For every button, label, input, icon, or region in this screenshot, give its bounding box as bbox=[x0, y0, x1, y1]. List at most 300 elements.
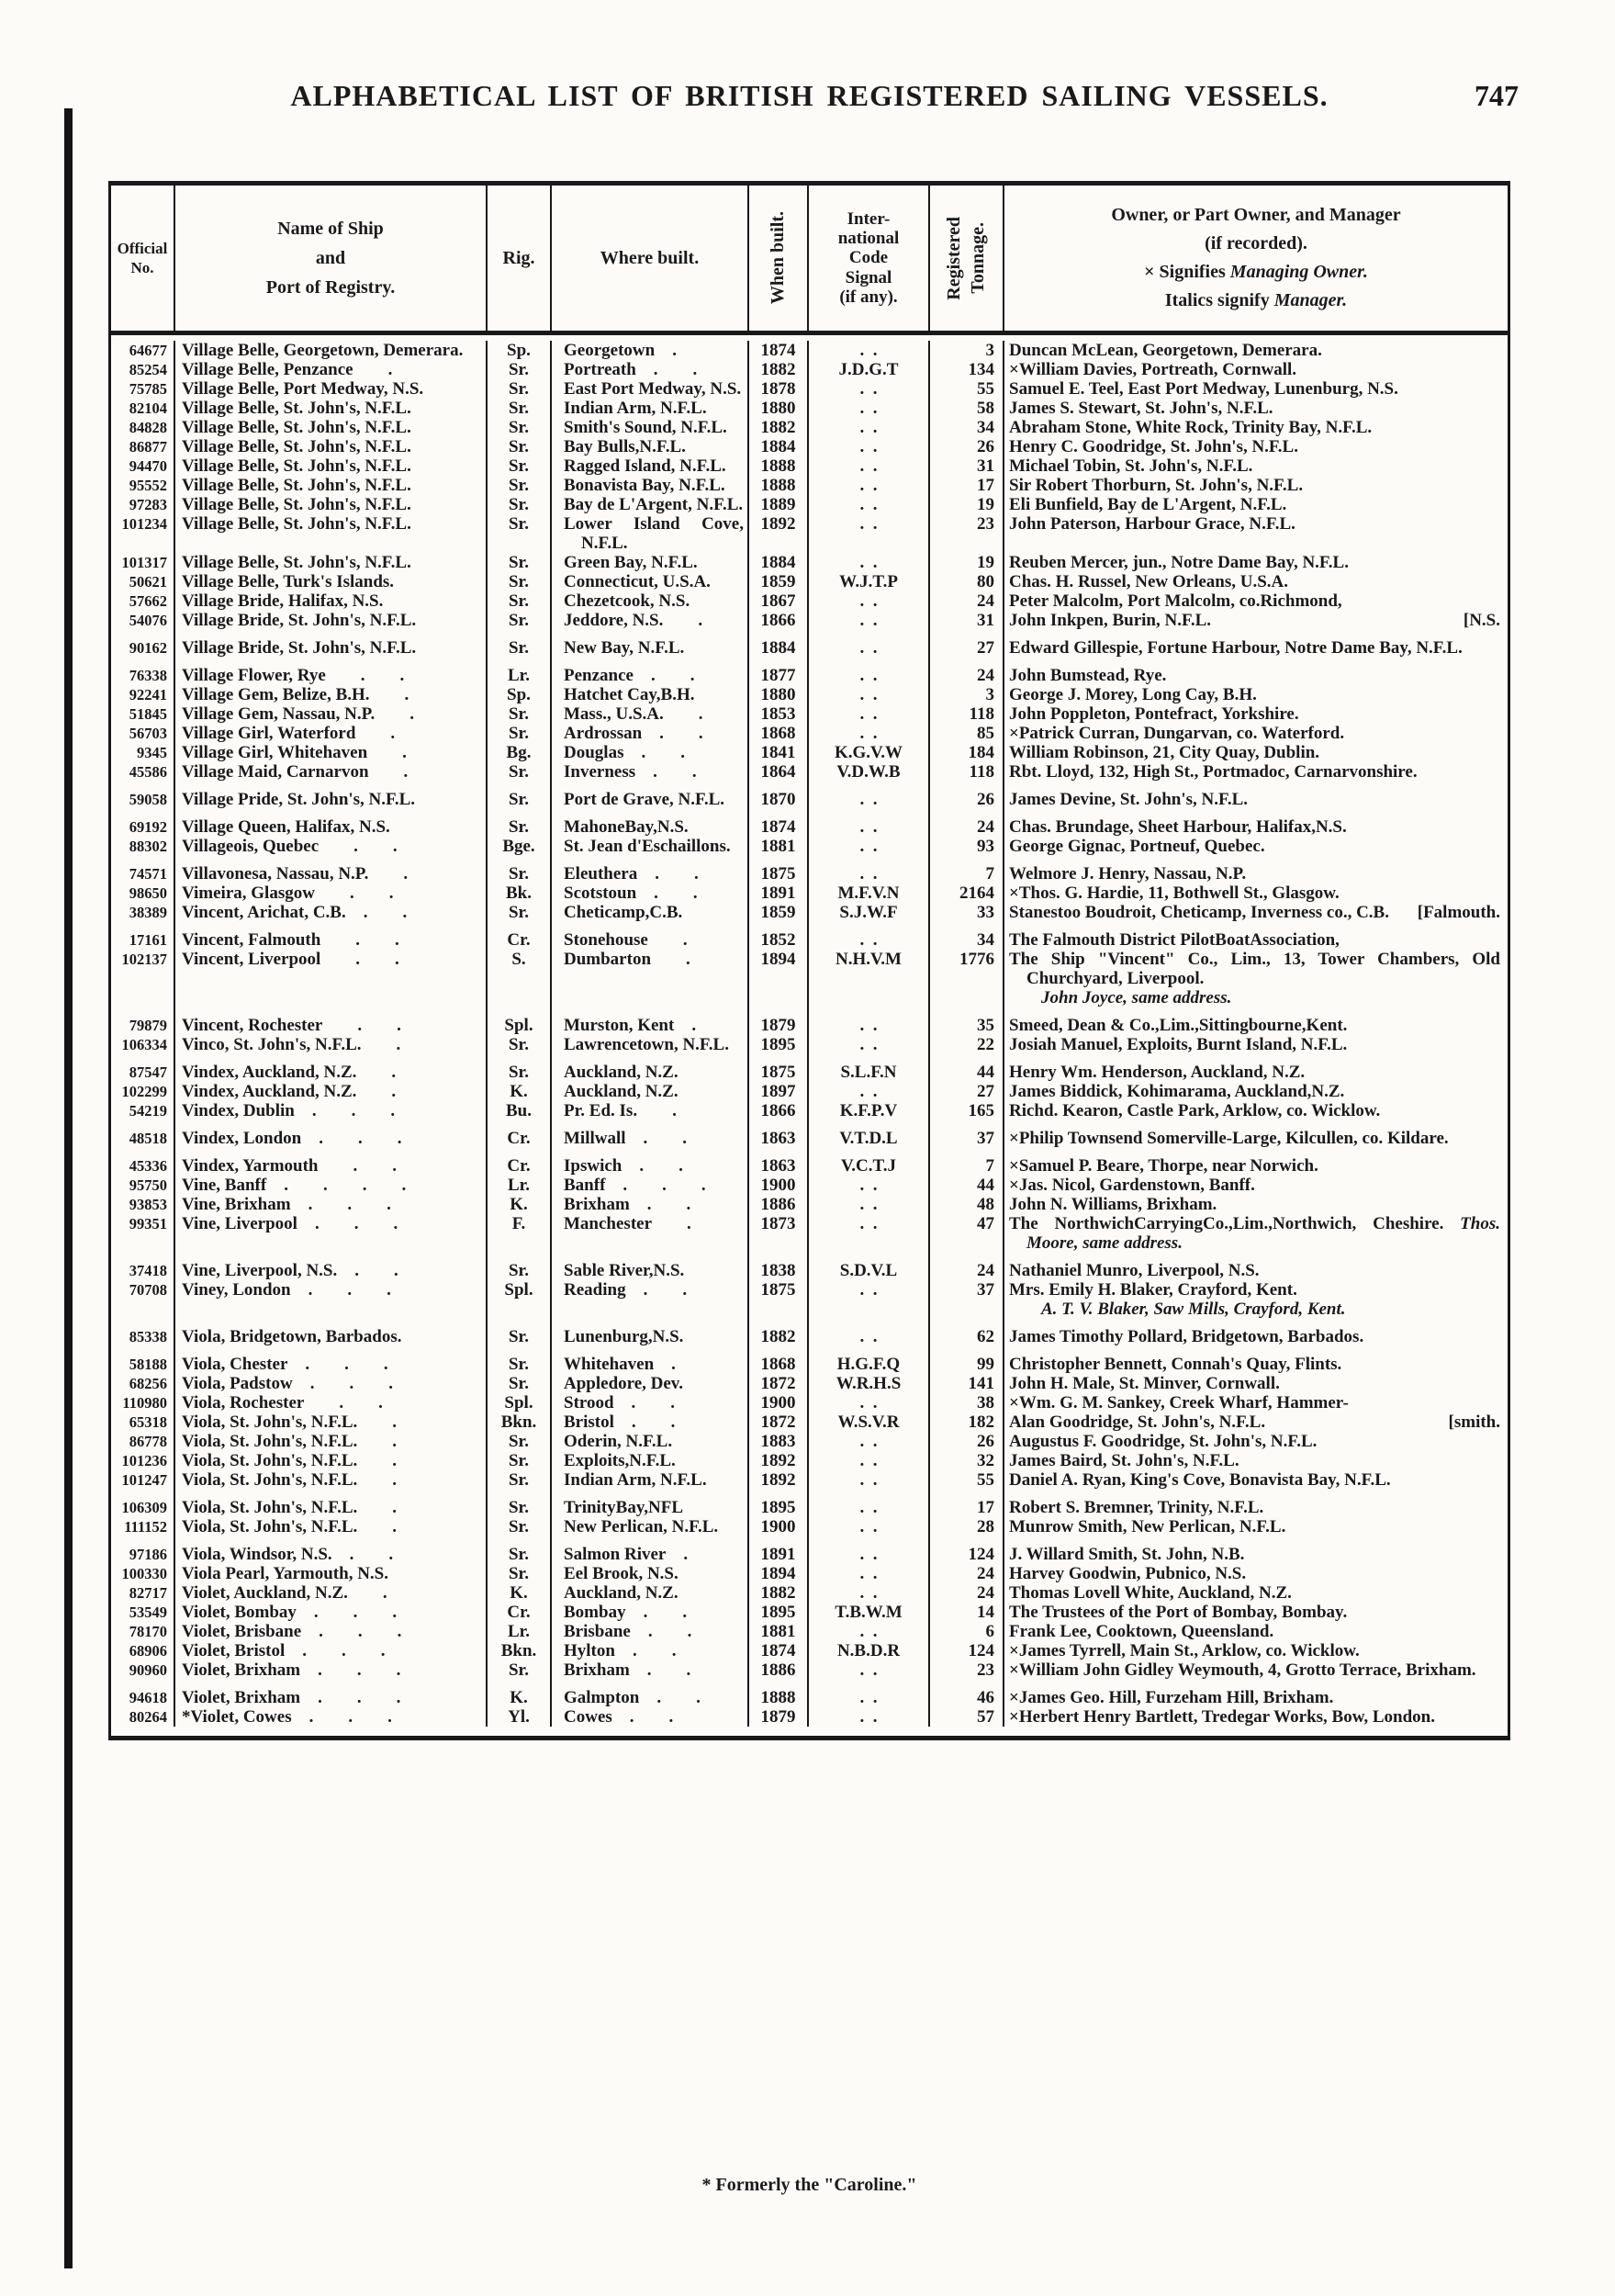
cell-owner bbox=[1004, 514, 1508, 553]
cell-where-built: Dumbarton . bbox=[552, 950, 749, 1007]
owner-text: The Trustees of the Port of Bombay, Bombay. bbox=[1009, 1603, 1348, 1622]
table-row bbox=[111, 743, 1508, 762]
owner-text: Henry C. Goodridge, St. John's, N.F.L. bbox=[1009, 437, 1298, 456]
cell-rig: F. bbox=[488, 1214, 552, 1253]
cell-owner bbox=[1004, 658, 1508, 685]
cell-where-built: Douglas . . bbox=[552, 743, 749, 762]
table-header-row bbox=[111, 186, 1508, 335]
cell-ship-name-and-port: Viola, Chester . . . bbox=[175, 1346, 488, 1374]
table-row bbox=[111, 1564, 1508, 1583]
cell-rig: Sr. bbox=[488, 1374, 552, 1393]
table-row bbox=[111, 630, 1508, 658]
cell-official-no: 94470 bbox=[111, 456, 175, 476]
cell-owner bbox=[1004, 1622, 1508, 1641]
table-row bbox=[111, 1007, 1508, 1035]
manager-text: A. T. V. Blaker, Saw Mills, Crayford, Kent. bbox=[1041, 1300, 1346, 1319]
page-title: ALPHABETICAL LIST OF BRITISH REGISTERED SAILING VESSELS. bbox=[290, 79, 1329, 112]
cell-official-no: 17161 bbox=[111, 922, 175, 950]
cell-official-no: 102299 bbox=[111, 1082, 175, 1101]
cell-owner bbox=[1004, 379, 1508, 399]
owner-text: Thomas Lovell White, Auckland, N.Z. bbox=[1009, 1583, 1292, 1603]
owner-text: Harvey Goodwin, Pubnico, N.S. bbox=[1009, 1564, 1247, 1583]
cell-when-built: 1881 bbox=[749, 1622, 809, 1641]
cell-ship-name-and-port: Viola, St. John's, N.F.L. . bbox=[175, 1451, 488, 1470]
cell-official-no: 82104 bbox=[111, 399, 175, 418]
cell-when-built: 1879 bbox=[749, 1707, 809, 1727]
cell-where-built: Sable River,N.S. bbox=[552, 1253, 749, 1280]
cell-when-built: 1870 bbox=[749, 782, 809, 809]
cell-code-signal: M.F.V.N bbox=[809, 884, 930, 903]
cell-owner bbox=[1004, 437, 1508, 456]
table-row bbox=[111, 1622, 1508, 1641]
cell-where-built: Strood . . bbox=[552, 1393, 749, 1412]
cell-where-built: Scotstoun . . bbox=[552, 884, 749, 903]
cell-where-built: Penzance . . bbox=[552, 658, 749, 685]
footnote: * Formerly the "Caroline." bbox=[701, 2175, 917, 2195]
cell-official-no: 106309 bbox=[111, 1490, 175, 1517]
cell-ship-name-and-port: Village Belle, Port Medway, N.S. bbox=[175, 379, 488, 399]
cell-rig: Sr. bbox=[488, 553, 552, 572]
table-row bbox=[111, 1680, 1508, 1707]
cell-owner bbox=[1004, 1148, 1508, 1176]
cell-official-no: 57662 bbox=[111, 591, 175, 611]
cell-owner bbox=[1004, 1603, 1508, 1622]
binding-edge-line bbox=[64, 108, 73, 2268]
header-where-built: Where built. bbox=[552, 186, 749, 331]
cell-owner bbox=[1004, 1393, 1508, 1412]
cell-registered-tonnage: 99 bbox=[930, 1346, 1004, 1374]
owner-text: ×James Tyrrell, Main St., Arklow, co. Wicklow. bbox=[1009, 1641, 1360, 1660]
table-row bbox=[111, 1035, 1508, 1054]
cell-ship-name-and-port: Vindex, Auckland, N.Z. . bbox=[175, 1054, 488, 1082]
cell-official-no: 58188 bbox=[111, 1346, 175, 1374]
cell-code-signal: . . bbox=[809, 630, 930, 658]
cell-rig: Yl. bbox=[488, 1707, 552, 1727]
owner-text: Christopher Bennett, Connah's Quay, Flints. bbox=[1009, 1355, 1342, 1374]
cell-official-no: 82717 bbox=[111, 1583, 175, 1603]
cell-registered-tonnage: 93 bbox=[930, 837, 1004, 856]
cell-when-built: 1889 bbox=[749, 495, 809, 514]
cell-rig: Sr. bbox=[488, 379, 552, 399]
cell-where-built: Cowes . . bbox=[552, 1707, 749, 1727]
cell-registered-tonnage: 3 bbox=[930, 341, 1004, 360]
cell-official-no: 70708 bbox=[111, 1280, 175, 1319]
owner-text: John Inkpen, Burin, N.F.L. bbox=[1009, 611, 1212, 630]
owner-text: The Falmouth District PilotBoatAssociation, bbox=[1009, 930, 1340, 950]
cell-ship-name-and-port: Vincent, Rochester . . bbox=[175, 1007, 488, 1035]
cell-ship-name-and-port: Viola, Bridgetown, Barbados. bbox=[175, 1319, 488, 1346]
cell-when-built: 1882 bbox=[749, 1319, 809, 1346]
owner-text: John H. Male, St. Minver, Cornwall. bbox=[1009, 1374, 1280, 1393]
cell-code-signal: . . bbox=[809, 1319, 930, 1346]
cell-where-built: Brixham . . bbox=[552, 1660, 749, 1680]
cell-registered-tonnage: 34 bbox=[930, 922, 1004, 950]
cell-ship-name-and-port: Viola, St. John's, N.F.L. . bbox=[175, 1490, 488, 1517]
cell-ship-name-and-port: Village Bride, Halifax, N.S. bbox=[175, 591, 488, 611]
table-row bbox=[111, 762, 1508, 782]
cell-where-built: Galmpton . . bbox=[552, 1680, 749, 1707]
cell-where-built: TrinityBay,NFL bbox=[552, 1490, 749, 1517]
cell-registered-tonnage: 57 bbox=[930, 1707, 1004, 1727]
cell-ship-name-and-port: Villavonesa, Nassau, N.P. . bbox=[175, 856, 488, 884]
cell-rig: Sr. bbox=[488, 1432, 552, 1451]
cell-registered-tonnage: 1776 bbox=[930, 950, 1004, 1007]
cell-official-no: 98650 bbox=[111, 884, 175, 903]
cell-rig: Lr. bbox=[488, 1176, 552, 1195]
cell-rig: Bkn. bbox=[488, 1641, 552, 1660]
cell-registered-tonnage: 26 bbox=[930, 1432, 1004, 1451]
cell-code-signal: V.D.W.B bbox=[809, 762, 930, 782]
table-row bbox=[111, 1536, 1508, 1564]
owner-text: Josiah Manuel, Exploits, Burnt Island, N.F.L. bbox=[1009, 1035, 1348, 1054]
cell-owner bbox=[1004, 572, 1508, 591]
cell-rig: Sr. bbox=[488, 437, 552, 456]
cell-registered-tonnage: 17 bbox=[930, 476, 1004, 495]
table-row bbox=[111, 724, 1508, 743]
cell-registered-tonnage: 85 bbox=[930, 724, 1004, 743]
cell-when-built: 1895 bbox=[749, 1490, 809, 1517]
cell-registered-tonnage: 47 bbox=[930, 1214, 1004, 1253]
cell-where-built: Auckland, N.Z. bbox=[552, 1082, 749, 1101]
owner-text: Alan Goodridge, St. John's, N.F.L. bbox=[1009, 1412, 1266, 1432]
owner-text: ×Herbert Henry Bartlett, Tredegar Works, Bow, London. bbox=[1009, 1707, 1435, 1727]
cell-registered-tonnage: 37 bbox=[930, 1120, 1004, 1148]
cell-registered-tonnage: 24 bbox=[930, 658, 1004, 685]
owner-text: ×William Davies, Portreath, Cornwall. bbox=[1009, 360, 1297, 379]
table-row bbox=[111, 1603, 1508, 1622]
cell-rig: Sr. bbox=[488, 1470, 552, 1490]
cell-official-no: 111152 bbox=[111, 1517, 175, 1536]
table-row bbox=[111, 1082, 1508, 1101]
table-row bbox=[111, 950, 1508, 1007]
cell-ship-name-and-port: Village Belle, St. John's, N.F.L. bbox=[175, 495, 488, 514]
cell-when-built: 1900 bbox=[749, 1517, 809, 1536]
cell-where-built: Chezetcook, N.S. bbox=[552, 591, 749, 611]
cell-when-built: 1882 bbox=[749, 1583, 809, 1603]
table-row bbox=[111, 611, 1508, 630]
cell-rig: Sr. bbox=[488, 1564, 552, 1583]
cell-official-no: 94618 bbox=[111, 1680, 175, 1707]
cell-registered-tonnage: 27 bbox=[930, 1082, 1004, 1101]
cell-registered-tonnage: 31 bbox=[930, 611, 1004, 630]
cell-owner bbox=[1004, 399, 1508, 418]
cell-official-no: 90960 bbox=[111, 1660, 175, 1680]
cell-code-signal: . . bbox=[809, 1707, 930, 1727]
cell-where-built: Eel Brook, N.S. bbox=[552, 1564, 749, 1583]
cell-ship-name-and-port: Violet, Brixham . . . bbox=[175, 1680, 488, 1707]
table-row bbox=[111, 1054, 1508, 1082]
cell-official-no: 93853 bbox=[111, 1195, 175, 1214]
table-row bbox=[111, 1253, 1508, 1280]
cell-code-signal: . . bbox=[809, 341, 930, 360]
cell-code-signal: N.B.D.R bbox=[809, 1641, 930, 1660]
table-row bbox=[111, 1346, 1508, 1374]
cell-when-built: 1894 bbox=[749, 950, 809, 1007]
cell-rig: Sr. bbox=[488, 630, 552, 658]
cell-registered-tonnage: 6 bbox=[930, 1622, 1004, 1641]
cell-ship-name-and-port: Village Girl, Whitehaven . bbox=[175, 743, 488, 762]
cell-registered-tonnage: 7 bbox=[930, 1148, 1004, 1176]
owner-text: Augustus F. Goodridge, St. John's, N.F.L. bbox=[1009, 1432, 1318, 1451]
cell-owner bbox=[1004, 1280, 1508, 1319]
cell-code-signal: . . bbox=[809, 611, 930, 630]
cell-official-no: 45586 bbox=[111, 762, 175, 782]
page-number: 747 bbox=[1475, 79, 1519, 112]
cell-owner bbox=[1004, 1035, 1508, 1054]
cell-owner bbox=[1004, 1007, 1508, 1035]
cell-when-built: 1894 bbox=[749, 1564, 809, 1583]
cell-code-signal: . . bbox=[809, 704, 930, 724]
cell-when-built: 1900 bbox=[749, 1393, 809, 1412]
cell-rig: Cr. bbox=[488, 922, 552, 950]
owner-text: Rbt. Lloyd, 132, High St., Portmadoc, Carnarvonshire. bbox=[1009, 762, 1418, 782]
cell-ship-name-and-port: Viola, Windsor, N.S. . . bbox=[175, 1536, 488, 1564]
cell-owner bbox=[1004, 553, 1508, 572]
table-row bbox=[111, 1432, 1508, 1451]
cell-ship-name-and-port: Vincent, Falmouth . . bbox=[175, 922, 488, 950]
cell-owner bbox=[1004, 1660, 1508, 1680]
cell-where-built: Brisbane . . bbox=[552, 1622, 749, 1641]
cell-ship-name-and-port: Village Queen, Halifax, N.S. bbox=[175, 809, 488, 837]
cell-ship-name-and-port: Village Belle, St. John's, N.F.L. bbox=[175, 399, 488, 418]
cell-owner bbox=[1004, 495, 1508, 514]
cell-registered-tonnage: 55 bbox=[930, 379, 1004, 399]
cell-when-built: 1872 bbox=[749, 1374, 809, 1393]
cell-where-built: Cheticamp,C.B. bbox=[552, 903, 749, 922]
cell-rig: Sr. bbox=[488, 456, 552, 476]
cell-owner bbox=[1004, 1583, 1508, 1603]
cell-owner bbox=[1004, 1490, 1508, 1517]
cell-code-signal: J.D.G.T bbox=[809, 360, 930, 379]
cell-registered-tonnage: 3 bbox=[930, 685, 1004, 704]
cell-owner bbox=[1004, 1536, 1508, 1564]
cell-where-built: Jeddore, N.S. . bbox=[552, 611, 749, 630]
cell-when-built: 1892 bbox=[749, 1451, 809, 1470]
cell-rig: Sr. bbox=[488, 1253, 552, 1280]
cell-ship-name-and-port: *Violet, Cowes . . . bbox=[175, 1707, 488, 1727]
cell-ship-name-and-port: Viola, St. John's, N.F.L. . bbox=[175, 1432, 488, 1451]
cell-rig: Sr. bbox=[488, 399, 552, 418]
cell-where-built: Lunenburg,N.S. bbox=[552, 1319, 749, 1346]
cell-rig: Sr. bbox=[488, 1451, 552, 1470]
owner-text: Welmore J. Henry, Nassau, N.P. bbox=[1009, 864, 1247, 884]
table-body bbox=[111, 335, 1508, 1736]
cell-code-signal: . . bbox=[809, 1470, 930, 1490]
cell-ship-name-and-port: Village Belle, St. John's, N.F.L. bbox=[175, 514, 488, 553]
cell-official-no: 56703 bbox=[111, 724, 175, 743]
cell-ship-name-and-port: Village Belle, St. John's, N.F.L. bbox=[175, 476, 488, 495]
table-row bbox=[111, 809, 1508, 837]
cell-registered-tonnage: 34 bbox=[930, 418, 1004, 437]
cell-code-signal: K.G.V.W bbox=[809, 743, 930, 762]
cell-owner bbox=[1004, 1082, 1508, 1101]
cell-owner bbox=[1004, 782, 1508, 809]
table-row bbox=[111, 1583, 1508, 1603]
cell-code-signal: . . bbox=[809, 922, 930, 950]
table-row bbox=[111, 782, 1508, 809]
cell-when-built: 1864 bbox=[749, 762, 809, 782]
table-row bbox=[111, 922, 1508, 950]
cell-where-built: Auckland, N.Z. bbox=[552, 1583, 749, 1603]
manager-text: Thos. Moore, same address. bbox=[1026, 1214, 1500, 1253]
cell-code-signal: . . bbox=[809, 514, 930, 553]
cell-code-signal: T.B.W.M bbox=[809, 1603, 930, 1622]
table-row bbox=[111, 591, 1508, 611]
cell-official-no: 102137 bbox=[111, 950, 175, 1007]
cell-ship-name-and-port: Village Girl, Waterford . bbox=[175, 724, 488, 743]
owner-text: Mrs. Emily H. Blaker, Crayford, Kent. bbox=[1009, 1280, 1297, 1300]
cell-where-built: Bonavista Bay, N.F.L. bbox=[552, 476, 749, 495]
cell-official-no: 95552 bbox=[111, 476, 175, 495]
header-tonnage: Registered Tonnage. bbox=[930, 186, 1004, 331]
cell-ship-name-and-port: Vindex, London . . . bbox=[175, 1120, 488, 1148]
cell-code-signal: H.G.F.Q bbox=[809, 1346, 930, 1374]
cell-when-built: 1895 bbox=[749, 1035, 809, 1054]
cell-where-built: Hatchet Cay,B.H. bbox=[552, 685, 749, 704]
owner-text: Sir Robert Thorburn, St. John's, N.F.L. bbox=[1009, 476, 1304, 495]
cell-where-built: Murston, Kent . bbox=[552, 1007, 749, 1035]
cell-official-no: 87547 bbox=[111, 1054, 175, 1082]
cell-owner bbox=[1004, 1101, 1508, 1120]
owner-text: The NorthwichCarryingCo.,Lim.,Northwich, Cheshire. bbox=[1009, 1214, 1444, 1233]
cell-ship-name-and-port: Vine, Brixham . . . bbox=[175, 1195, 488, 1214]
owner-text: Samuel E. Teel, East Port Medway, Lunenburg, N.S. bbox=[1009, 379, 1398, 399]
header-code-signal: Inter- national Code Signal (if any). bbox=[809, 186, 930, 331]
cell-when-built: 1875 bbox=[749, 1280, 809, 1319]
cell-code-signal: . . bbox=[809, 437, 930, 456]
cell-registered-tonnage: 33 bbox=[930, 903, 1004, 922]
cell-rig: Sr. bbox=[488, 903, 552, 922]
cell-where-built: Indian Arm, N.F.L. bbox=[552, 1470, 749, 1490]
cell-where-built: Brixham . . bbox=[552, 1195, 749, 1214]
cell-ship-name-and-port: Vine, Banff . . . . bbox=[175, 1176, 488, 1195]
cell-official-no: 85338 bbox=[111, 1319, 175, 1346]
cell-code-signal: . . bbox=[809, 379, 930, 399]
cell-when-built: 1853 bbox=[749, 704, 809, 724]
cell-official-no: 86877 bbox=[111, 437, 175, 456]
cell-registered-tonnage: 44 bbox=[930, 1054, 1004, 1082]
cell-rig: Sr. bbox=[488, 572, 552, 591]
cell-official-no: 45336 bbox=[111, 1148, 175, 1176]
cell-rig: Sr. bbox=[488, 724, 552, 743]
cell-code-signal: . . bbox=[809, 1195, 930, 1214]
owner-text: John Bumstead, Rye. bbox=[1009, 666, 1167, 685]
cell-where-built: Ragged Island, N.F.L. bbox=[552, 456, 749, 476]
cell-rig: Sr. bbox=[488, 1490, 552, 1517]
cell-ship-name-and-port: Village Pride, St. John's, N.F.L. bbox=[175, 782, 488, 809]
cell-owner bbox=[1004, 1451, 1508, 1470]
cell-ship-name-and-port: Vindex, Auckland, N.Z. . bbox=[175, 1082, 488, 1101]
cell-when-built: 1884 bbox=[749, 437, 809, 456]
cell-where-built: East Port Medway, N.S. bbox=[552, 379, 749, 399]
owner-text: The Ship "Vincent" Co., Lim., 13, Tower Chambers, Old Churchyard, Liverpool. bbox=[1009, 950, 1500, 988]
table-row bbox=[111, 1148, 1508, 1176]
cell-where-built: Hylton . . bbox=[552, 1641, 749, 1660]
cell-when-built: 1873 bbox=[749, 1214, 809, 1253]
cell-ship-name-and-port: Village Gem, Belize, B.H. . bbox=[175, 685, 488, 704]
table-row bbox=[111, 685, 1508, 704]
cell-code-signal: . . bbox=[809, 1280, 930, 1319]
cell-code-signal: . . bbox=[809, 1517, 930, 1536]
cell-ship-name-and-port: Viola, St. John's, N.F.L. . bbox=[175, 1412, 488, 1432]
cell-registered-tonnage: 182 bbox=[930, 1412, 1004, 1432]
cell-owner bbox=[1004, 837, 1508, 856]
cell-when-built: 1900 bbox=[749, 1176, 809, 1195]
table-row bbox=[111, 903, 1508, 922]
cell-when-built: 1877 bbox=[749, 658, 809, 685]
cell-registered-tonnage: 26 bbox=[930, 782, 1004, 809]
header-official-no: Official No. bbox=[111, 186, 175, 331]
cell-code-signal: . . bbox=[809, 685, 930, 704]
cell-rig: Bu. bbox=[488, 1101, 552, 1120]
cell-when-built: 1859 bbox=[749, 572, 809, 591]
cell-rig: Sr. bbox=[488, 514, 552, 553]
cell-code-signal: V.T.D.L bbox=[809, 1120, 930, 1148]
cell-registered-tonnage: 46 bbox=[930, 1680, 1004, 1707]
cell-official-no: 85254 bbox=[111, 360, 175, 379]
cell-official-no: 59058 bbox=[111, 782, 175, 809]
header-when-built: When built. bbox=[749, 186, 809, 331]
cell-owner bbox=[1004, 762, 1508, 782]
owner-text: Daniel A. Ryan, King's Cove, Bonavista Bay, N.F.L. bbox=[1009, 1470, 1391, 1490]
owner-text: George J. Morey, Long Cay, B.H. bbox=[1009, 685, 1257, 704]
cell-code-signal: . . bbox=[809, 1660, 930, 1680]
cell-where-built: Ardrossan . . bbox=[552, 724, 749, 743]
cell-code-signal: . . bbox=[809, 1393, 930, 1412]
cell-when-built: 1891 bbox=[749, 884, 809, 903]
cell-code-signal: . . bbox=[809, 476, 930, 495]
table-row bbox=[111, 704, 1508, 724]
cell-code-signal: . . bbox=[809, 809, 930, 837]
cell-when-built: 1884 bbox=[749, 630, 809, 658]
cell-where-built: Banff . . . bbox=[552, 1176, 749, 1195]
owner-text: Reuben Mercer, jun., Notre Dame Bay, N.F.L. bbox=[1009, 553, 1349, 572]
cell-rig: Sr. bbox=[488, 704, 552, 724]
cell-ship-name-and-port: Viola, St. John's, N.F.L. . bbox=[175, 1470, 488, 1490]
cell-registered-tonnage: 31 bbox=[930, 456, 1004, 476]
cell-rig: Sp. bbox=[488, 341, 552, 360]
table-row bbox=[111, 1101, 1508, 1120]
cell-code-signal: N.H.V.M bbox=[809, 950, 930, 1007]
cell-code-signal: . . bbox=[809, 1007, 930, 1035]
owner-text: ×James Geo. Hill, Furzeham Hill, Brixham. bbox=[1009, 1688, 1334, 1707]
cell-code-signal: . . bbox=[809, 1432, 930, 1451]
owner-text: John N. Williams, Brixham. bbox=[1009, 1195, 1217, 1214]
cell-code-signal: . . bbox=[809, 591, 930, 611]
cell-rig: Bkn. bbox=[488, 1412, 552, 1432]
cell-owner bbox=[1004, 884, 1508, 903]
cell-official-no: 86778 bbox=[111, 1432, 175, 1451]
owner-text: Abraham Stone, White Rock, Trinity Bay, N.F.L. bbox=[1009, 418, 1373, 437]
owner-text: James Baird, St. John's, N.F.L. bbox=[1009, 1451, 1239, 1470]
table-row bbox=[111, 418, 1508, 437]
table-row bbox=[111, 1319, 1508, 1346]
table-row bbox=[111, 456, 1508, 476]
cell-registered-tonnage: 35 bbox=[930, 1007, 1004, 1035]
cell-owner bbox=[1004, 1346, 1508, 1374]
cell-code-signal: . . bbox=[809, 495, 930, 514]
cell-registered-tonnage: 24 bbox=[930, 1253, 1004, 1280]
cell-registered-tonnage: 24 bbox=[930, 591, 1004, 611]
cell-ship-name-and-port: Viola, St. John's, N.F.L. . bbox=[175, 1517, 488, 1536]
cell-official-no: 101236 bbox=[111, 1451, 175, 1470]
cell-ship-name-and-port: Vine, Liverpool, N.S. . . bbox=[175, 1253, 488, 1280]
cell-rig: K. bbox=[488, 1583, 552, 1603]
cell-ship-name-and-port: Viola Pearl, Yarmouth, N.S. bbox=[175, 1564, 488, 1583]
cell-when-built: 1875 bbox=[749, 856, 809, 884]
cell-rig: Lr. bbox=[488, 1622, 552, 1641]
cell-official-no: 51845 bbox=[111, 704, 175, 724]
